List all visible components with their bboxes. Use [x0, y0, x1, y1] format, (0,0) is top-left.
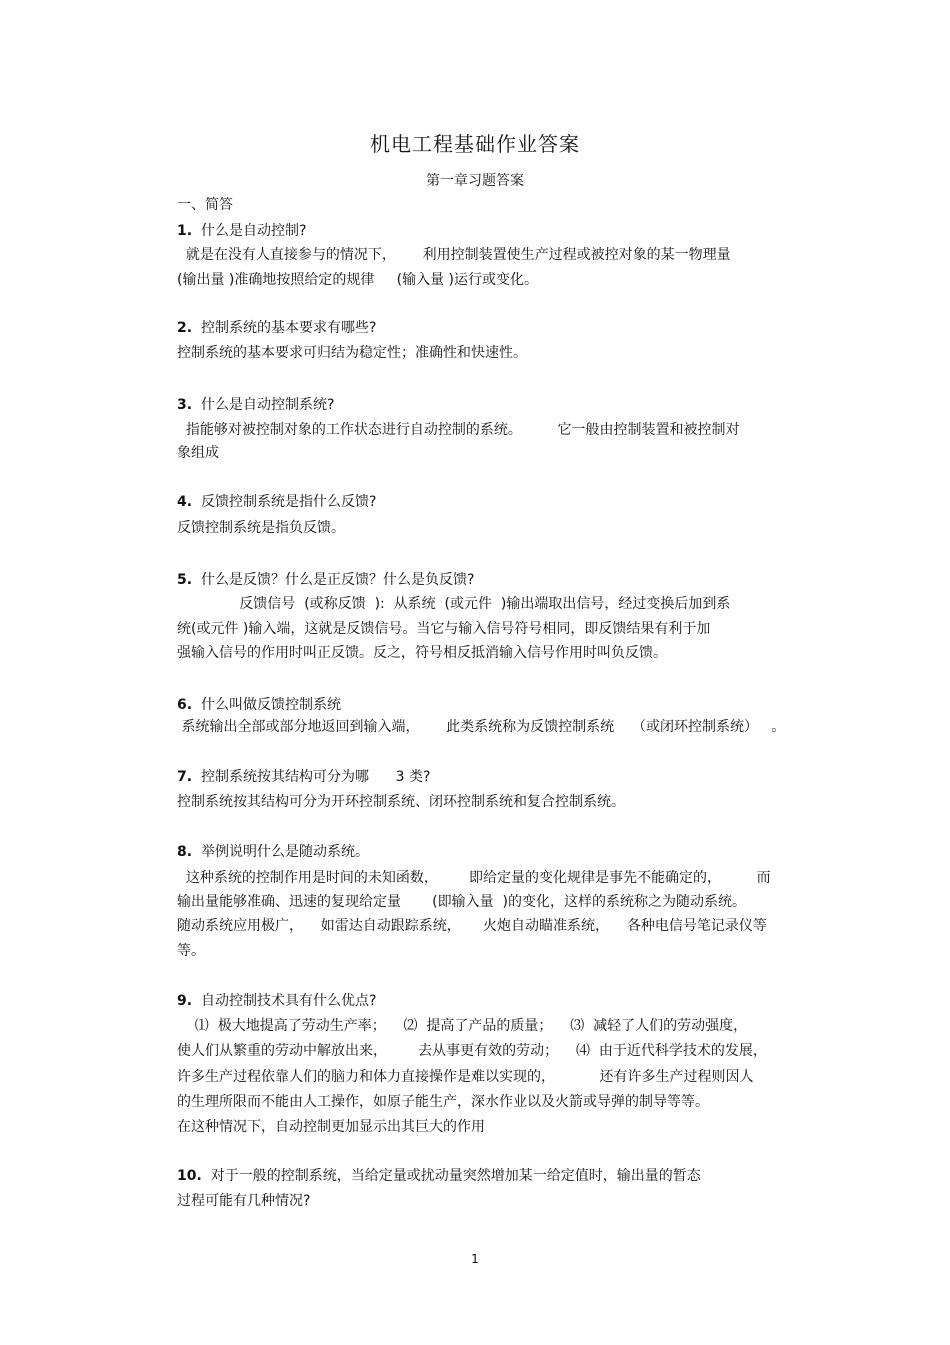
- answer-line: 等。: [177, 943, 205, 959]
- question-6: [177, 696, 341, 714]
- question-text: 自动控制技术具有什么优点?: [200, 993, 377, 1009]
- chapter-title: 第一章习题答案: [426, 173, 524, 189]
- answer-line: 系统输出全部或部分地返回到输入端， 此类系统称为反馈控制系统 （或闭环控制系统） 。: [177, 719, 786, 735]
- question-number: 5.: [177, 572, 193, 588]
- question-7: [177, 768, 430, 786]
- answer-line: 统(或元件 )输入端，这就是反馈信号。当它与输入信号符号相同，即反馈结果有利于加: [177, 621, 711, 637]
- question-number: 4.: [177, 494, 193, 510]
- question-number: 1.: [177, 223, 193, 239]
- answer-line: 随动系统应用极广， 如雷达自动跟踪系统， 火炮自动瞄准系统， 各种电信号笔记录仪等: [177, 918, 767, 934]
- answer-line: 的生理所限而不能由人工操作，如原子能生产，深水作业以及火箭或导弹的制导等等。: [177, 1094, 709, 1110]
- question-8: [177, 843, 369, 861]
- answer-line: (输出量 )准确地按照给定的规律 (输入量 )运行或变化。: [177, 272, 538, 288]
- question-10: [177, 1167, 701, 1185]
- question-number: 2.: [177, 320, 193, 336]
- answer-line: 控制系统按其结构可分为开环控制系统、闭环控制系统和复合控制系统。: [177, 794, 625, 810]
- answer-line: 这种系统的控制作用是时间的未知函数， 即给定量的变化规律是事先不能确定的， 而: [177, 870, 771, 886]
- answer-line: 输出量能够准确、迅速的复现给定量 (即输入量 )的变化，这样的系统称之为随动系统。: [177, 894, 746, 910]
- question-9: [177, 992, 376, 1010]
- question-5: [177, 571, 474, 589]
- question-text: 举例说明什么是随动系统。: [200, 844, 369, 860]
- answer-line: 反馈信号 (或称反馈 ): 从系统 (或元件 )输出端取出信号，经过变换后加到系: [177, 596, 731, 612]
- question-4: [177, 493, 376, 511]
- answer-line: 许多生产过程依靠人们的脑力和体力直接操作是难以实现的， 还有许多生产过程则因人: [177, 1069, 754, 1085]
- question-2: [177, 319, 376, 337]
- answer-line: 象组成: [177, 445, 219, 461]
- question-3: [177, 396, 334, 414]
- answer-line: 过程可能有几种情况?: [177, 1193, 311, 1209]
- question-text: 什么是自动控制系统?: [200, 397, 335, 413]
- question-number: 7.: [177, 769, 193, 785]
- question-text: 控制系统的基本要求有哪些?: [200, 320, 377, 336]
- question-number: 6.: [177, 697, 193, 713]
- question-number: 3.: [177, 397, 193, 413]
- document-title: 机电工程基础作业答案: [370, 132, 580, 156]
- question-1: [177, 222, 306, 240]
- question-text: 什么叫做反馈控制系统: [200, 697, 341, 713]
- answer-line: 强输入信号的作用时叫正反馈。反之，符号相反抵消输入信号作用时叫负反馈。: [177, 645, 667, 661]
- answer-line: 反馈控制系统是指负反馈。: [177, 520, 345, 536]
- answer-line: 在这种情况下，自动控制更加显示出其巨大的作用: [177, 1119, 485, 1135]
- answer-line: 控制系统的基本要求可归结为稳定性；准确性和快速性。: [177, 345, 527, 361]
- question-text: 什么是反馈？什么是正反馈？什么是负反馈?: [200, 572, 475, 588]
- section-heading: 一、简答: [177, 197, 233, 213]
- question-text: 反馈控制系统是指什么反馈?: [200, 494, 377, 510]
- question-number: 8.: [177, 844, 193, 860]
- question-number: 10.: [177, 1168, 202, 1184]
- answer-line: 使人们从繁重的劳动中解放出来， 去从事更有效的劳动； ⑷ 由于近代科学技术的发展，: [177, 1043, 767, 1059]
- page-number: 1: [471, 1252, 479, 1266]
- question-text: 对于一般的控制系统，当给定量或扰动量突然增加某一给定值时，输出量的暂态: [210, 1168, 701, 1184]
- answer-line: ⑴ 极大地提高了劳动生产率； ⑵ 提高了产品的质量； ⑶ 减轻了人们的劳动强度，: [177, 1018, 748, 1034]
- question-text: 控制系统按其结构可分为哪 3 类?: [200, 769, 431, 785]
- question-text: 什么是自动控制?: [200, 223, 307, 239]
- question-number: 9.: [177, 993, 193, 1009]
- answer-line: 指能够对被控制对象的工作状态进行自动控制的系统。 它一般由控制装置和被控制对: [177, 422, 740, 438]
- answer-line: 就是在没有人直接参与的情况下， 利用控制装置使生产过程或被控对象的某一物理量: [177, 247, 731, 263]
